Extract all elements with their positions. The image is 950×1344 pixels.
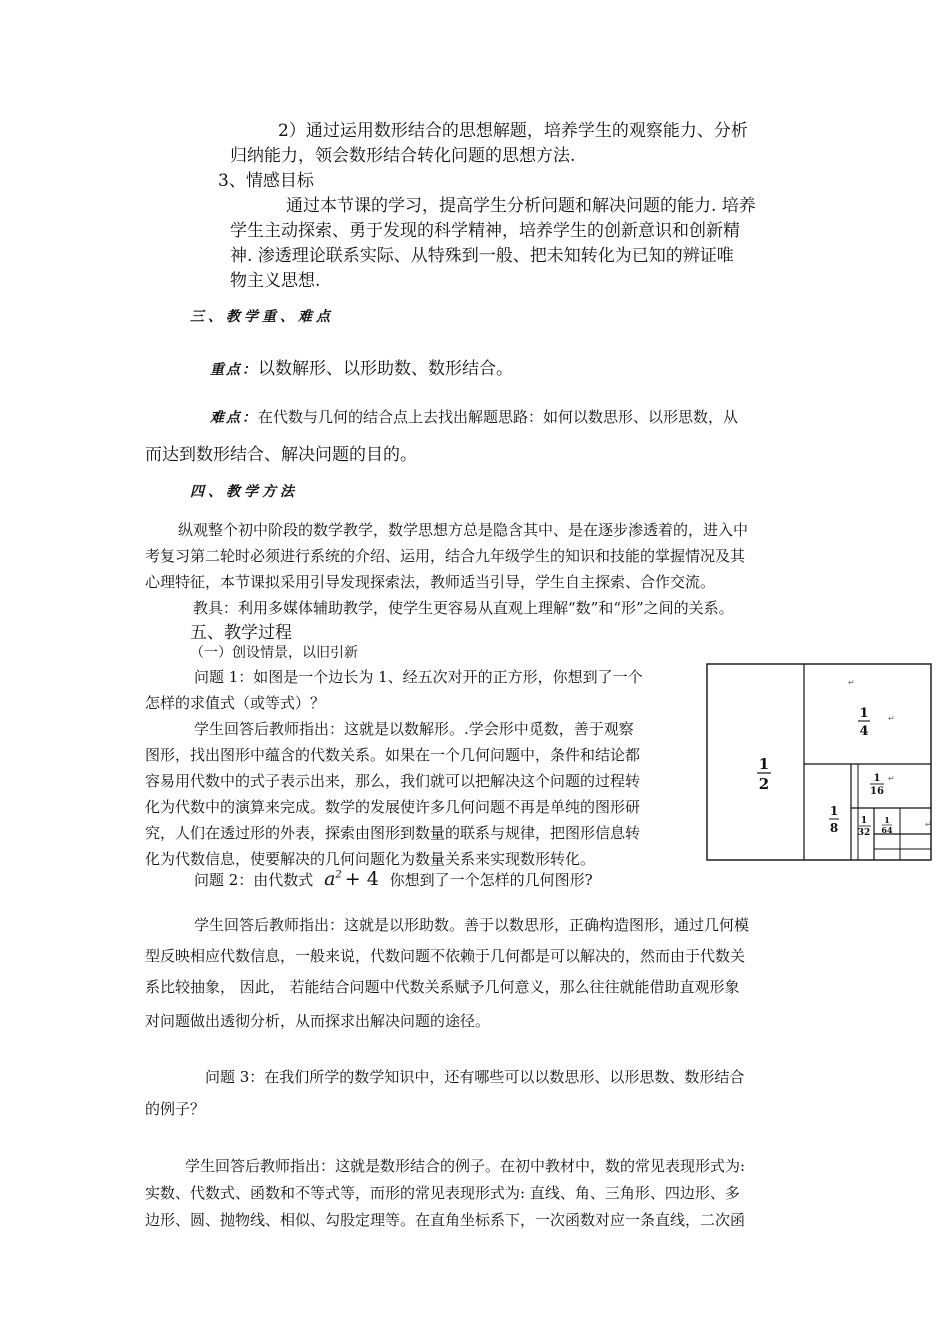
fraction-half-numerator: 1	[758, 755, 770, 773]
answer-3-line-2: 实数、代数式、函数和不等式等，而形的常见表现形式为: 直线、角、三角形、四边形、多	[145, 1184, 740, 1202]
answer-2-line-2: 型反映相应代数信息，一般来说，代数问题不依赖于几何都是可以解决的，然而由于代数关	[145, 947, 746, 965]
fraction-64th-denominator: 64	[881, 825, 893, 835]
paragraph-mark-icon: ↵	[925, 820, 932, 829]
expression-variable: a	[324, 868, 336, 890]
fraction-32nd	[858, 816, 871, 838]
key-point-text: 以数解形、以形助数、数形结合。	[258, 359, 513, 379]
fraction-32nd-numerator: 1	[860, 816, 868, 826]
question-1-line-1: 问题 1：如图是一个边长为 1、经五次对开的正方形，你想到了一个	[194, 668, 643, 686]
fraction-eighth-denominator: 8	[829, 821, 839, 835]
fraction-quarter	[858, 706, 870, 739]
answer-2-line-4: 对问题做出透彻分析，从而探求出解决问题的途径。	[145, 1012, 491, 1030]
objective-2-line-1: 2）通过运用数形结合的思想解题，培养学生的观察能力、分析	[278, 121, 748, 141]
emotion-goal-heading: 3、情感目标	[218, 171, 314, 191]
fraction-half	[757, 755, 771, 793]
answer-3-line-3: 边形、圆、抛物线、相似、勾股定理等。在直角坐标系下，一次函数对应一条直线，二次函	[145, 1211, 746, 1229]
subsection-1-heading: （一）创设情景，以旧引新	[190, 645, 358, 661]
fraction-half-denominator: 2	[758, 775, 770, 793]
difficulty-label: 难点：	[210, 410, 258, 426]
fraction-sixteenth-denominator: 16	[870, 786, 884, 797]
emotion-goal-line-1: 通过本节课的学习，提高学生分析问题和解决问题的能力. 培养	[286, 196, 756, 216]
answer-1-line-5: 究，人们在透过形的外表，探索由图形到数量的联系与规律，把图形信息转	[145, 824, 641, 842]
fraction-quarter-numerator: 1	[859, 706, 869, 721]
fraction-sixteenth-numerator: 1	[873, 773, 881, 784]
difficulty-line-2: 而达到数形结合、解决问题的目的。	[145, 445, 417, 465]
method-line-1: 纵观整个初中阶段的数学教学，数学思想方总是隐含其中、是在逐步渗透着的，进入中	[178, 521, 749, 539]
question-2-prefix: 问题 2：由代数式	[194, 871, 314, 889]
answer-2-line-1: 学生回答后教师指出：这就是以形助数。善于以数思形，正确构造图形，通过几何模	[194, 916, 750, 934]
answer-3-line-1: 学生回答后教师指出：这就是数形结合的例子。在初中教材中，数的常见表现形式为:	[185, 1157, 746, 1175]
expression-exponent: 2	[335, 869, 342, 881]
answer-1-line-4: 化为代数中的演算来完成。数学的发展使许多几何问题不再是单纯的图形研	[145, 798, 641, 816]
fraction-sixteenth	[870, 773, 884, 797]
question-2-suffix: 你想到了一个怎样的几何图形?	[389, 871, 593, 889]
expression-operand: + 4	[344, 868, 379, 890]
section-4-heading: 四、教学方法	[190, 484, 298, 500]
paragraph-mark-icon: ↵	[848, 678, 855, 687]
fraction-32nd-denominator: 32	[857, 828, 871, 838]
expression-a-squared-plus-4	[324, 868, 379, 890]
teaching-aid-line: 教具：利用多媒体辅助教学，使学生更容易从直观上理解“数”和“形”之间的关系。	[193, 599, 734, 617]
answer-1-line-1: 学生回答后教师指出：这就是以数解形。.学会形中觅数，善于观察	[194, 720, 634, 738]
halving-square-figure	[706, 663, 932, 861]
question-1-line-2: 怎样的求值式（或等式）？	[145, 694, 326, 712]
difficulty-line-1	[210, 406, 738, 427]
fraction-64th	[881, 815, 893, 835]
fraction-eighth-numerator: 1	[829, 804, 839, 818]
objective-2-line-2: 归纳能力，领会数形结合转化问题的思想方法.	[230, 146, 576, 166]
question-3-line-1: 问题 3：在我们所学的数学知识中，还有哪些可以以数思形、以形思数、数形结合	[205, 1068, 745, 1086]
paragraph-mark-icon: ↵	[888, 774, 895, 783]
emotion-goal-line-3: 神. 渗透理论联系实际、从特殊到一般、把未知转化为已知的辨证唯	[230, 246, 734, 266]
answer-1-line-2: 图形，找出图形中蕴含的代数关系。如果在一个几何问题中，条件和结论都	[145, 746, 641, 764]
question-2-line	[194, 868, 593, 890]
answer-2-line-3: 系比较抽象， 因此， 若能结合问题中代数关系赋予几何意义，那么往往就能借助直观形象	[145, 978, 740, 996]
paragraph-mark-icon: ↵	[888, 714, 895, 723]
answer-1-line-3: 容易用代数中的式子表示出来，那么，我们就可以把解决这个问题的过程转	[145, 772, 641, 790]
fraction-quarter-denominator: 4	[859, 724, 869, 739]
fraction-eighth	[829, 804, 839, 835]
fraction-64th-numerator: 1	[884, 815, 890, 825]
key-point-line	[210, 354, 513, 379]
method-line-2: 考复习第二轮时必须进行系统的介绍、运用，结合九年级学生的知识和技能的掌握情况及其	[145, 547, 746, 565]
outer-square	[707, 664, 931, 860]
emotion-goal-line-4: 物主义思想.	[230, 271, 321, 291]
section-5-heading: 五、教学过程	[190, 623, 292, 643]
method-line-3: 心理特征，本节课拟采用引导发现探索法，教师适当引导，学生自主探索、合作交流。	[145, 573, 716, 591]
difficulty-text: 在代数与几何的结合点上去找出解题思路：如何以数思形、以形思数，从	[258, 408, 739, 426]
halving-square-svg	[706, 663, 932, 861]
section-3-heading: 三、教学重、难点	[190, 309, 334, 325]
emotion-goal-line-2: 学生主动探索、勇于发现的科学精神，培养学生的创新意识和创新精	[230, 221, 740, 241]
key-point-label: 重点：	[210, 362, 258, 378]
answer-1-line-6: 化为代数信息，使要解决的几何问题化为数量关系来实现数形转化。	[145, 850, 596, 868]
question-3-line-2: 的例子？	[145, 1100, 206, 1118]
